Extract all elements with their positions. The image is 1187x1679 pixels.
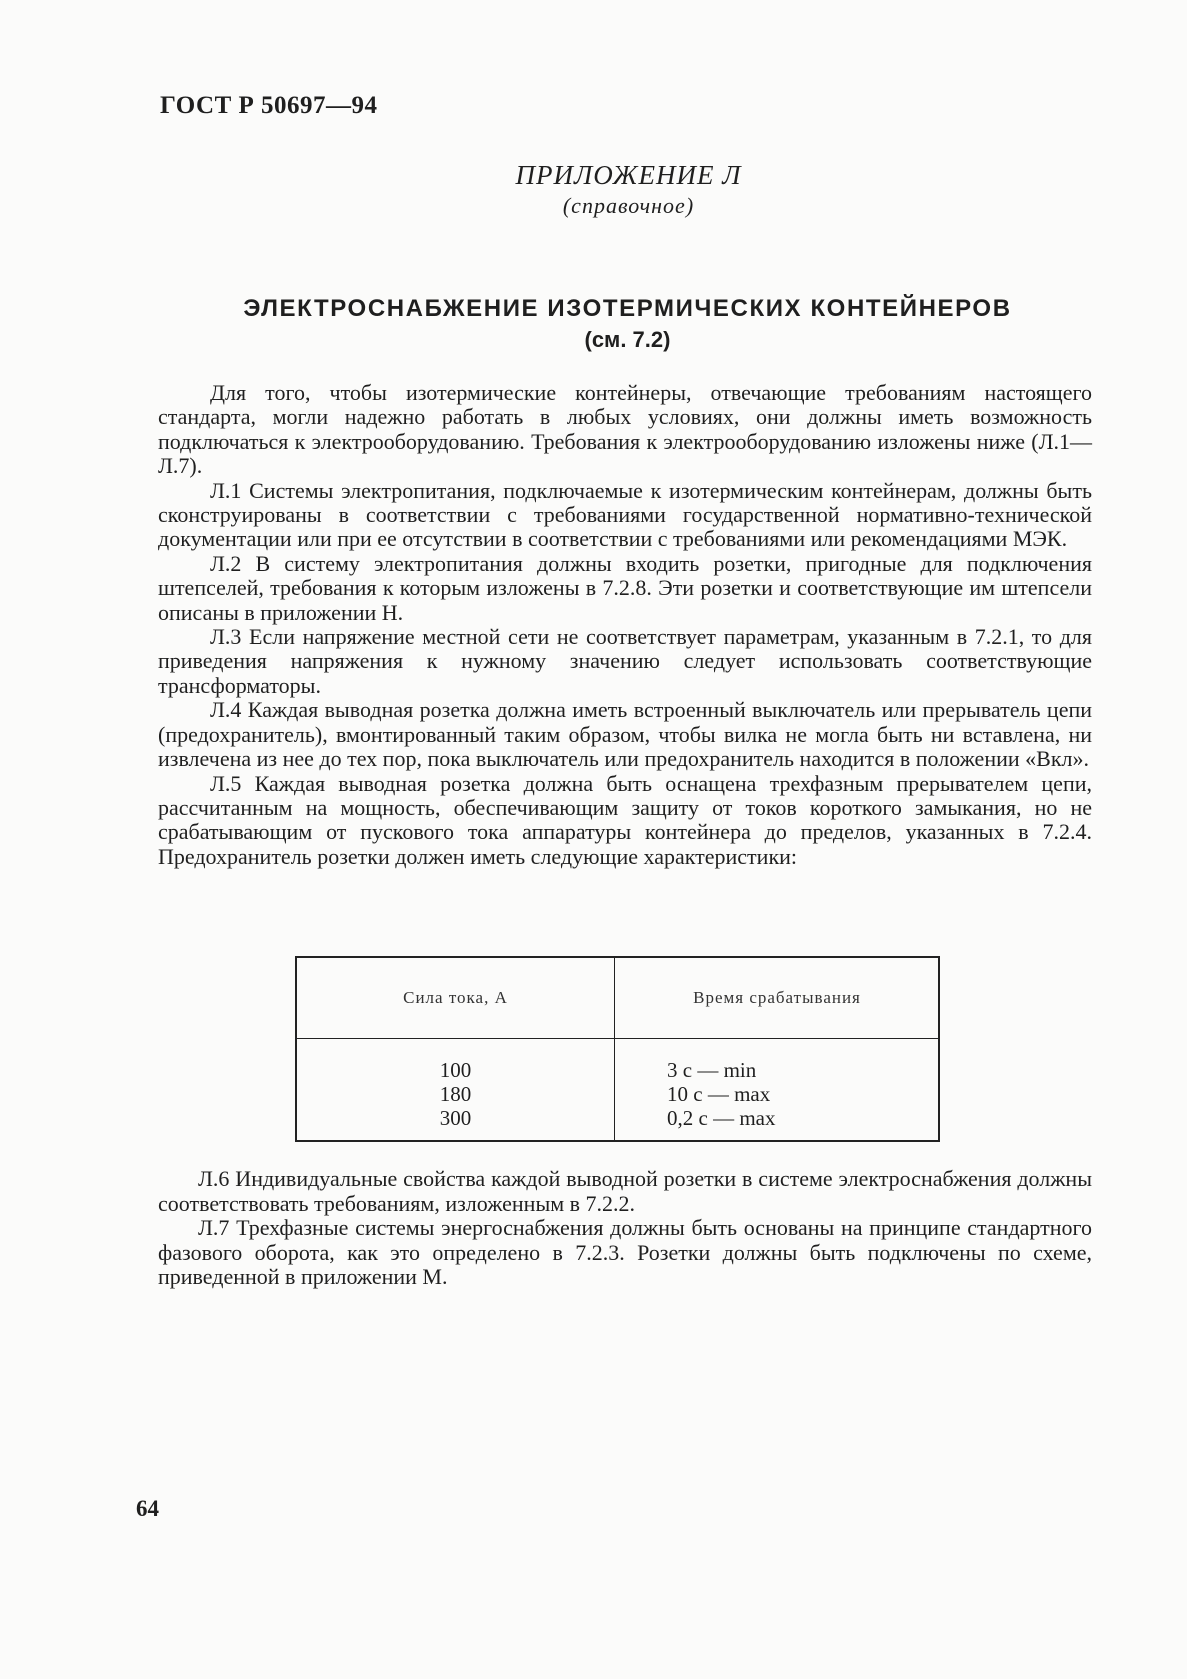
body-text-after-table: [158, 1167, 1092, 1290]
section-title: ЭЛЕКТРОСНАБЖЕНИЕ ИЗОТЕРМИЧЕСКИХ КОНТЕЙНЕРОВ: [243, 295, 1012, 322]
paragraph-l7: Л.7 Трехфазные системы энергоснабжения должны быть основаны на принципе стандартного фазового оборота, как это определено в 7.2.3. Розетки должны быть подключены по схеме, приведенной в приложении М.: [158, 1215, 1092, 1290]
standard-header: ГОСТ Р 50697—94: [160, 92, 378, 119]
table-cell: 100: [439, 1058, 472, 1082]
paragraph-intro: Для того, чтобы изотермические контейнеры, отвечающие требованиям настоящего стандарта, могли надежно работать в любых условиях, они должны иметь возможность подключаться к электрооборудованию. Требования к электрооборудованию изложены ниже (Л.1—Л.7).: [158, 380, 1092, 479]
table-cell: 10 с — max: [667, 1082, 771, 1106]
table-column-time: [667, 1058, 775, 1130]
table-cell: 0,2 с — max: [667, 1106, 776, 1130]
table-header-row: [297, 958, 938, 1039]
table-header-current: Сила тока, А: [403, 988, 508, 1007]
paragraph-l5: Л.5 Каждая выводная розетка должна быть оснащена трехфазным прерывателем цепи, рассчитанным на мощность, обеспечивающим защиту от токов короткого замыкания, но не срабатывающим от пускового тока аппаратуры контейнера до пределов, указанных в 7.2.4. Предохранитель розетки должен иметь следующие характеристики:: [158, 770, 1092, 869]
appendix-subtitle: (справочное): [562, 193, 695, 218]
body-text: [158, 381, 1092, 869]
paragraph-l3: Л.3 Если напряжение местной сети не соответствует параметрам, указанным в 7.2.1, то для приведения напряжения к нужному значению следует использовать соответствующие трансформаторы.: [158, 624, 1092, 698]
paragraph-l6: Л.6 Индивидуальные свойства каждой выводной розетки в системе электроснабжения должны соответствовать требованиям, изложенным в 7.2.2.: [158, 1166, 1092, 1216]
paragraph-l2: Л.2 В систему электропитания должны входить розетки, пригодные для подключения штепселей, требования к которым изложены в 7.2.8. Эти розетки и соответствующие им штепсели описаны в приложении Н.: [158, 550, 1092, 625]
section-reference: (см. 7.2): [584, 327, 671, 352]
table-cell: 3 с — min: [667, 1058, 757, 1082]
table-cell: 300: [439, 1106, 472, 1130]
paragraph-l4: Л.4 Каждая выводная розетка должна иметь встроенный выключатель или прерыватель цепи (предохранитель), вмонтированный таким образом, чтобы вилка не могла быть ни вставлена, ни извлечена из нее до тех пор, пока выключатель или предохранитель находится в положении «Вкл».: [158, 697, 1092, 772]
table-column-divider: [614, 958, 615, 1140]
paragraph-l1: Л.1 Системы электропитания, подключаемые к изотермическим контейнерам, должны быть сконструированы в соответствии с требованиями государственной нормативно-технической документации или при ее отсутствии в соответствии с требованиями или рекомендациями МЭК.: [158, 477, 1092, 552]
fuse-characteristics-table: [295, 956, 940, 1142]
appendix-title: ПРИЛОЖЕНИЕ Л: [515, 160, 742, 190]
table-header-time: Время срабатывания: [693, 988, 861, 1007]
page-number: 64: [136, 1496, 159, 1521]
table-column-current: [297, 1058, 614, 1130]
table-cell: 180: [439, 1082, 472, 1106]
